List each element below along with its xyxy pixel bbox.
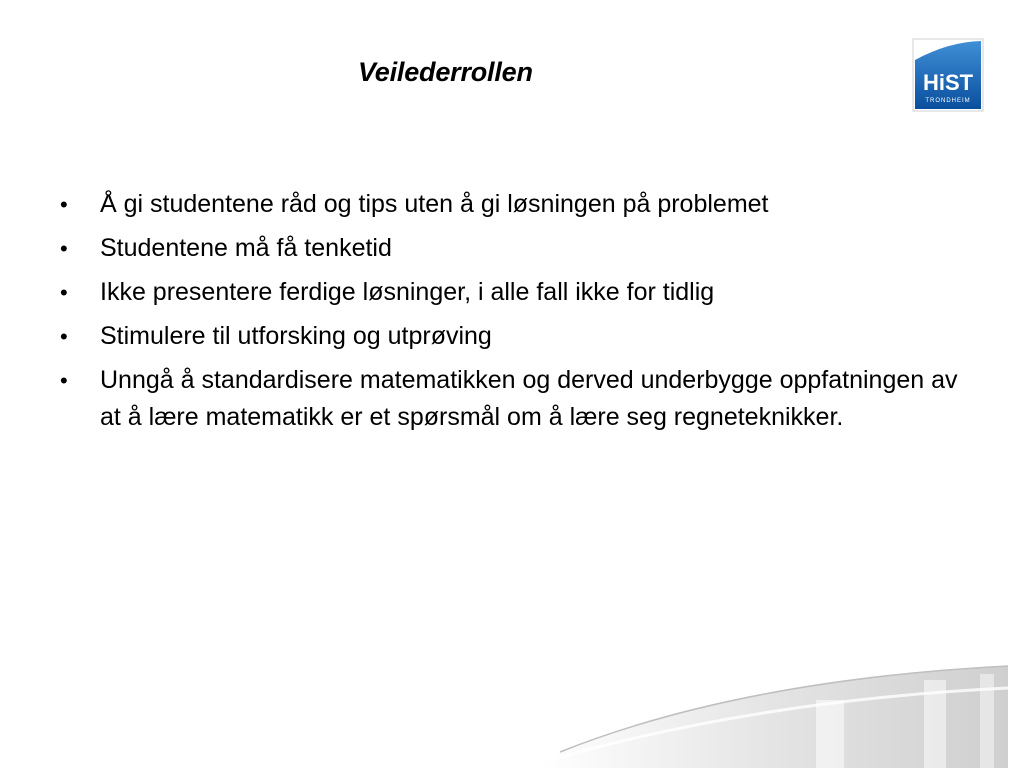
bullet-dot-icon: • xyxy=(60,280,68,305)
decorative-swoosh xyxy=(540,660,1024,768)
bullet-dot-icon: • xyxy=(60,192,68,217)
bullet-item xyxy=(58,362,978,436)
bullet-dot-icon: • xyxy=(60,368,68,393)
bullet-text: Studentene må få tenketid xyxy=(100,234,392,262)
bullet-item xyxy=(58,274,978,311)
hist-logo xyxy=(912,38,984,112)
logo-subtext: TRONDHEIM xyxy=(925,98,971,104)
bullet-text: Å gi studentene råd og tips uten å gi løsningen på problemet xyxy=(100,190,769,218)
bullet-item xyxy=(58,186,978,223)
bullet-item xyxy=(58,318,978,355)
bullet-list xyxy=(58,186,978,443)
bullet-dot-icon: • xyxy=(60,324,68,349)
bullet-text: Stimulere til utforsking og utprøving xyxy=(100,322,492,350)
bullet-text: Ikke presentere ferdige løsninger, i alle fall ikke for tidlig xyxy=(100,278,715,306)
logo-text: HiST xyxy=(922,70,974,95)
bullet-text: Unngå å standardisere matematikken og derved underbygge oppfatningen av at å lære matematikk er et spørsmål om å lære seg regneteknikker. xyxy=(100,366,958,431)
slide-title: Veilederrollen xyxy=(358,57,533,87)
bullet-dot-icon: • xyxy=(60,236,68,261)
bullet-item xyxy=(58,230,978,267)
